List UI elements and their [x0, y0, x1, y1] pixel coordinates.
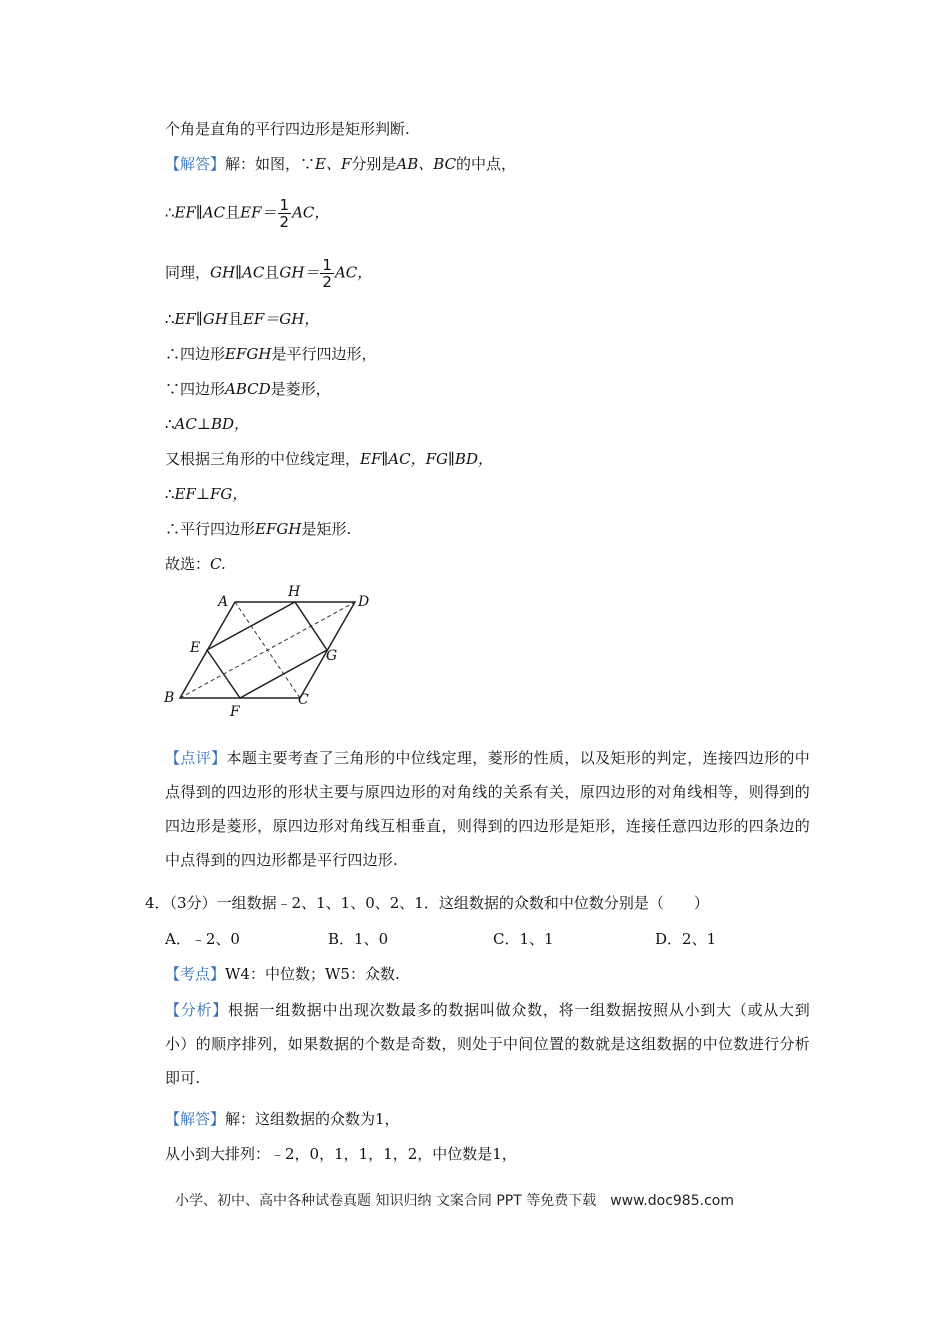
text: 从小到大排列：﹣2，0，1，1，1，2，中位数是1， — [165, 1145, 517, 1163]
text: 分别是 — [351, 155, 397, 173]
label-a: A — [218, 594, 229, 610]
math: GH∥AC — [210, 263, 265, 282]
text: 是菱形， — [270, 380, 331, 398]
option-d — [655, 928, 716, 950]
math: EFGH — [225, 345, 272, 363]
analysis-tag: 【分析】 — [165, 1001, 228, 1019]
answer-line-8 — [165, 448, 493, 470]
text: ∴ — [165, 310, 175, 328]
answer-tag: 【解答】 — [165, 1110, 226, 1128]
label-c: C — [298, 692, 309, 708]
math: EF＝GH， — [242, 310, 320, 328]
text: ∵四边形 — [165, 380, 226, 398]
text: 故选： — [165, 555, 211, 573]
frac-den: 2 — [322, 273, 332, 291]
text: 个角是直角的平行四边形是矩形判断. — [165, 120, 410, 138]
question-4-stem — [145, 892, 709, 914]
text: 又根据三角形的中位线定理， — [165, 450, 361, 468]
label-d: D — [358, 594, 370, 610]
math: EF∥AC — [174, 203, 226, 222]
math: GH＝ — [279, 263, 320, 282]
answer-line-2 — [165, 198, 329, 229]
math: AC⊥BD， — [174, 415, 250, 433]
text: 且 — [225, 203, 241, 222]
text: ∴ — [165, 415, 175, 433]
text: A．﹣2、0 — [165, 930, 240, 948]
text: D．2、1 — [655, 930, 717, 948]
analysis-paragraph — [165, 993, 810, 1095]
text: C．1、1 — [493, 930, 554, 948]
answer-line-5 — [165, 343, 376, 365]
answer-line-7 — [165, 413, 249, 435]
answer-line-1 — [165, 153, 516, 175]
math: EFGH — [255, 520, 302, 538]
option-a — [165, 928, 240, 950]
math: AC， — [292, 203, 330, 222]
review-tag: 【点评】 — [165, 749, 227, 767]
answer-line-4 — [165, 308, 319, 330]
answer-line-6 — [165, 378, 331, 400]
q4-answer-line-2 — [165, 1143, 517, 1165]
label-h: H — [288, 584, 301, 600]
text: 解：如图，∵ — [225, 155, 316, 173]
answer-line-10 — [165, 518, 351, 540]
text: ∴ — [165, 203, 175, 222]
review-paragraph — [165, 741, 810, 877]
text: 的中点， — [456, 155, 517, 173]
option-b — [328, 928, 388, 950]
label-e: E — [190, 640, 201, 656]
math: ABCD — [225, 380, 271, 398]
label-f: F — [230, 704, 240, 720]
page-footer — [175, 1190, 734, 1210]
fraction-half — [278, 198, 292, 229]
math: EF∥AC，FG∥BD， — [360, 450, 493, 468]
frac-num: 1 — [279, 196, 290, 214]
point-tag: 【考点】 — [165, 965, 226, 983]
text: 且 — [227, 310, 243, 328]
label-b: B — [164, 690, 175, 706]
option-c — [493, 928, 554, 950]
text: ∴四边形 — [165, 345, 226, 363]
answer-line-9 — [165, 483, 247, 505]
math: EF⊥FG， — [174, 485, 248, 503]
review-text: 本题主要考查了三角形的中位线定理，菱形的性质，以及矩形的判定，连接四边形的中点得到的四边形的形状主要与原四边形的对角线的关系有关，原四边形的对角线相等，则得到的四边形是菱形，原四边形对角线互相垂直，则得到的四边形是矩形，连接任意四边形的四条边的中点得到的四边形都是平行四边形. — [165, 749, 810, 869]
math: C. — [210, 555, 226, 573]
text: ∴ — [165, 485, 175, 503]
text: W4：中位数；W5：众数. — [225, 965, 400, 983]
frac-num: 1 — [322, 256, 332, 274]
text: 是矩形. — [301, 520, 352, 538]
label-g: G — [326, 648, 338, 664]
fraction-half — [320, 258, 334, 289]
math: E、F — [315, 155, 352, 173]
math: EF＝ — [240, 203, 277, 222]
q4-answer-line-1 — [165, 1108, 400, 1130]
text: 且 — [264, 263, 280, 282]
answer-line-3 — [165, 258, 372, 289]
point-line — [165, 963, 400, 985]
math: AC， — [334, 263, 373, 282]
math: AB、BC — [396, 155, 457, 173]
solution-continuation-line — [165, 118, 410, 140]
footer-text: 小学、初中、高中各种试卷真题 知识归纳 文案合同 PPT 等免费下载 www.doc985.com — [175, 1193, 734, 1209]
text: 4．（3分）一组数据﹣2、1、1、0、2、1．这组数据的众数和中位数分别是（ ） — [145, 894, 709, 912]
text: 解：这组数据的众数为1， — [225, 1110, 400, 1128]
frac-den: 2 — [279, 213, 290, 231]
text: 是平行四边形， — [271, 345, 377, 363]
text: 同理， — [165, 263, 211, 282]
analysis-text: 根据一组数据中出现次数最多的数据叫做众数，将一组数据按照从小到大（或从大到小）的顺序排列，如果数据的个数是奇数，则处于中间位置的数就是这组数据的中位数进行分析即可. — [165, 1001, 810, 1087]
answer-tag: 【解答】 — [165, 155, 226, 173]
math: EF∥GH — [174, 310, 228, 328]
answer-line-11 — [165, 553, 226, 575]
rhombus-figure — [160, 582, 380, 722]
text: B．1、0 — [328, 930, 389, 948]
text: ∴平行四边形 — [165, 520, 256, 538]
